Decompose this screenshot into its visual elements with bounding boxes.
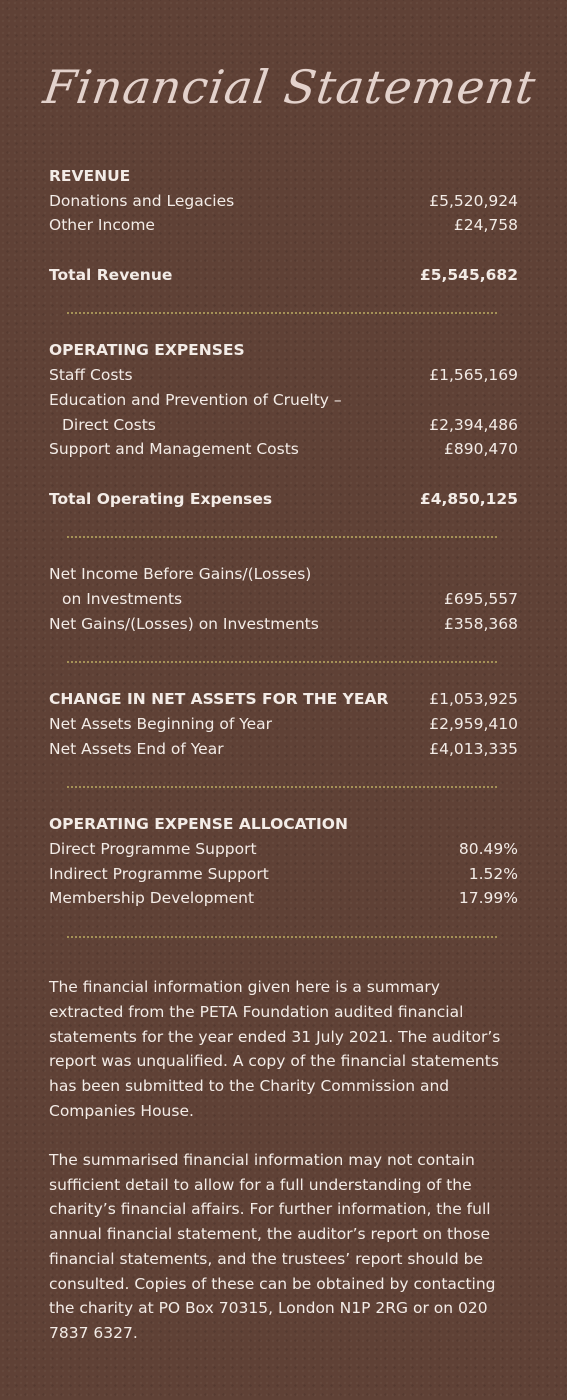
net-income-section — [49, 562, 518, 636]
statement-content — [49, 164, 518, 1346]
net-assets-beginning-label: Net Assets Beginning of Year — [49, 715, 273, 733]
net-gains-label: Net Gains/(Losses) on Investments — [49, 614, 319, 633]
allocation-row-value: 1.52% — [468, 864, 518, 883]
summary-note-paragraph: The financial information given here is a summary extracted from the PETA Foundation audited financial statements for the year ended 31 July 2021. The auditor’s report was unqualified. A copy of the financial statements has been submitted to the Charity Commission and Companies House. — [49, 978, 501, 1120]
net-income-label-line2: on Investments — [62, 589, 183, 608]
staff-costs-value: £1,565,169 — [429, 366, 518, 385]
net-assets-section — [49, 687, 518, 761]
net-assets-end-value: £4,013,335 — [429, 739, 518, 758]
staff-costs-row — [49, 363, 518, 388]
total-operating-expenses-row — [49, 487, 518, 512]
dotted-divider — [67, 786, 497, 788]
dotted-divider — [67, 661, 497, 663]
allocation-row-value: 17.99% — [458, 889, 518, 908]
revenue-row — [49, 213, 518, 238]
allocation-heading-label: OPERATING EXPENSE ALLOCATION — [49, 815, 348, 834]
revenue-heading — [49, 164, 518, 189]
net-assets-end-label: Net Assets End of Year — [49, 739, 224, 758]
allocation-row-label: Indirect Programme Support — [49, 864, 269, 883]
allocation-section — [49, 812, 518, 911]
net-assets-change-value: £1,053,925 — [429, 690, 518, 709]
total-operating-expenses-label: Total Operating Expenses — [49, 489, 273, 508]
dotted-divider — [67, 536, 497, 538]
allocation-row-label: Direct Programme Support — [49, 840, 257, 859]
dotted-divider — [67, 936, 497, 938]
disclaimer-note-paragraph: The summarised financial information may not contain sufficient detail to allow for a full understanding of the charity’s financial affairs. For further information, the full annual financial statement, the auditor’s report on those financial statements, and the trustees’ report should be consulted. Copies of these can be obtained by contacting the charity at PO Box 70315, London N1P 2RG or on 020 7837 6327. — [49, 1151, 496, 1342]
education-costs-row-line2 — [49, 413, 518, 438]
net-income-value: £695,557 — [444, 589, 518, 608]
revenue-section — [49, 164, 518, 287]
net-gains-value: £358,368 — [444, 614, 518, 633]
net-assets-end-row — [49, 737, 518, 762]
staff-costs-label: Staff Costs — [49, 366, 133, 385]
allocation-row — [49, 862, 518, 887]
total-operating-expenses-value: £4,850,125 — [419, 489, 518, 508]
revenue-row-value: £5,520,924 — [429, 191, 518, 210]
education-costs-row-line1 — [49, 388, 518, 413]
allocation-heading — [49, 812, 518, 837]
allocation-row-value: 80.49% — [458, 840, 518, 859]
net-income-label-line1: Net Income Before Gains/(Losses) — [49, 565, 312, 584]
allocation-row-label: Membership Development — [49, 889, 255, 908]
net-income-row-line2 — [49, 587, 518, 612]
education-costs-label-line1: Education and Prevention of Cruelty – — [49, 390, 342, 409]
page-title: Financial Statement — [40, 60, 540, 114]
net-gains-row — [49, 612, 518, 637]
support-costs-value: £890,470 — [444, 440, 518, 459]
revenue-row-label: Other Income — [49, 216, 155, 235]
net-assets-beginning-value: £2,959,410 — [429, 715, 518, 733]
net-assets-beginning-row — [49, 712, 518, 737]
allocation-row — [49, 837, 518, 862]
support-costs-row — [49, 437, 518, 462]
net-assets-change-row — [49, 687, 518, 712]
education-costs-label-line2: Direct Costs — [62, 415, 156, 434]
allocation-row — [49, 886, 518, 911]
operating-expenses-heading — [49, 338, 518, 363]
revenue-heading-label: REVENUE — [49, 167, 131, 185]
support-costs-label: Support and Management Costs — [49, 440, 299, 459]
total-revenue-row — [49, 263, 518, 288]
operating-expenses-section — [49, 338, 518, 511]
total-revenue-label: Total Revenue — [49, 265, 173, 284]
operating-expenses-heading-label: OPERATING EXPENSES — [49, 341, 245, 360]
dotted-divider — [67, 312, 497, 314]
revenue-row — [49, 189, 518, 214]
education-costs-value: £2,394,486 — [429, 415, 518, 434]
net-assets-heading: CHANGE IN NET ASSETS FOR THE YEAR — [49, 690, 389, 709]
revenue-row-label: Donations and Legacies — [49, 191, 235, 210]
revenue-row-value: £24,758 — [453, 216, 518, 235]
net-income-row-line1 — [49, 562, 518, 587]
total-revenue-value: £5,545,682 — [419, 265, 518, 284]
